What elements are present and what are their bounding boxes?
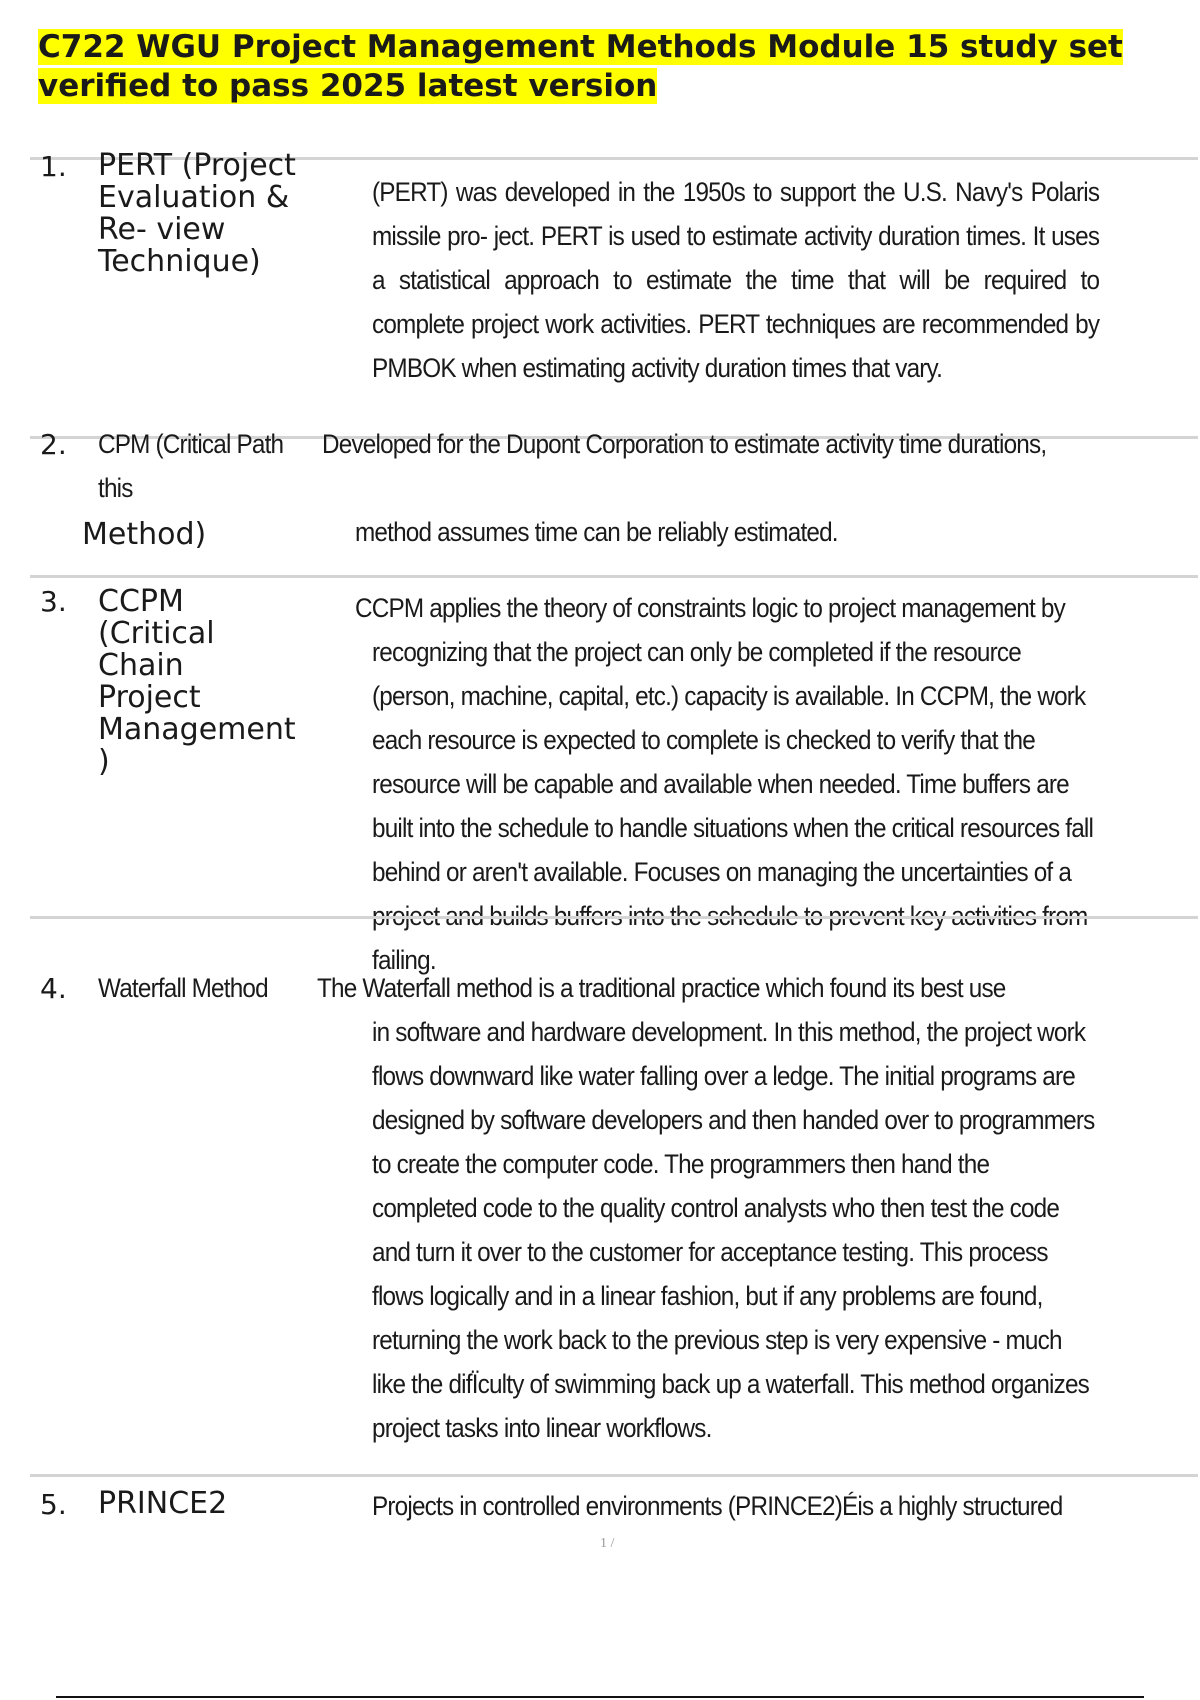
divider-3b [30,916,1198,919]
item-number: 2. [40,428,67,461]
term-waterfall: Waterfall Method [98,973,268,1003]
item-number: 5. [40,1488,67,1521]
term-ccpm: CCPM (Critical Chain Project Management ) [98,584,296,779]
page-number: 1 / [600,1536,615,1551]
divider-5 [30,1474,1198,1477]
term-cpm-continued: this [98,473,133,503]
divider-3 [30,575,1198,578]
term-prince2: PRINCE2 [98,1486,228,1521]
definition-cpm-line2: method assumes time can be reliably estimated. [355,517,838,547]
item-number: 3. [40,585,67,618]
definition-waterfall-line1: The Waterfall method is a traditional practice which found its best use [317,973,1006,1003]
definition-ccpm-line1: CCPM applies the theory of constraints logic to project management by [355,593,1065,623]
definition-waterfall: in software and hardware development. In this method, the project work flows downward like water falling over a ledge. The initial programs are designed by software developers and then handed over to programmers to create the computer code. The programmers then hand the completed code to the quality control analysts who then test the code and turn it over to the customer for acceptance testing. This process flows logically and in a linear fashion, but if any problems are found, returning the work back to the previous step is very expensive - much like the difÏculty of swimming back up a waterfall. This method organizes project tasks into linear workflows. [372,1017,1095,1443]
title-highlight: C722 WGU Project Management Methods Module 15 study set verified to pass 2025 latest version [38,29,1123,104]
term-pert: PERT (Project Evaluation & Re- view Technique) [98,148,296,279]
definition-cpm-line1: Developed for the Dupont Corporation to estimate activity time durations, [322,429,1047,459]
definition-prince2: Projects in controlled environments (PRINCE2)Éis a highly structured [372,1491,1063,1521]
page-bottom-rule [56,1696,1144,1698]
document-title [38,28,1158,106]
term-cpm: CPM (Critical Path [98,429,284,459]
item-number: 1. [40,150,67,183]
item-number: 4. [40,972,67,1005]
term-cpm-method: Method) [82,517,207,552]
definition-ccpm: recognizing that the project can only be completed if the resource (person, machine, capital, etc.) capacity is available. In CCPM, the work each resource is expected to complete is checked to verify that the resource will be capable and available when needed. Time buffers are built into the schedule to handle situations when the critical resources fall behind or aren't available. Focuses on managing the uncertainties of a project and builds buffers into the schedule to prevent key activities from failing. [372,637,1094,975]
definition-pert: (PERT) was developed in the 1950s to support the U.S. Navy's Polaris missile pro- ject. PERT is used to estimate activity duration times. It uses a statistical approach to estimate the time that will be required to complete project work activities. PERT techniques are recommended by PMBOK when estimating activity duration times that vary. [372,177,1100,383]
